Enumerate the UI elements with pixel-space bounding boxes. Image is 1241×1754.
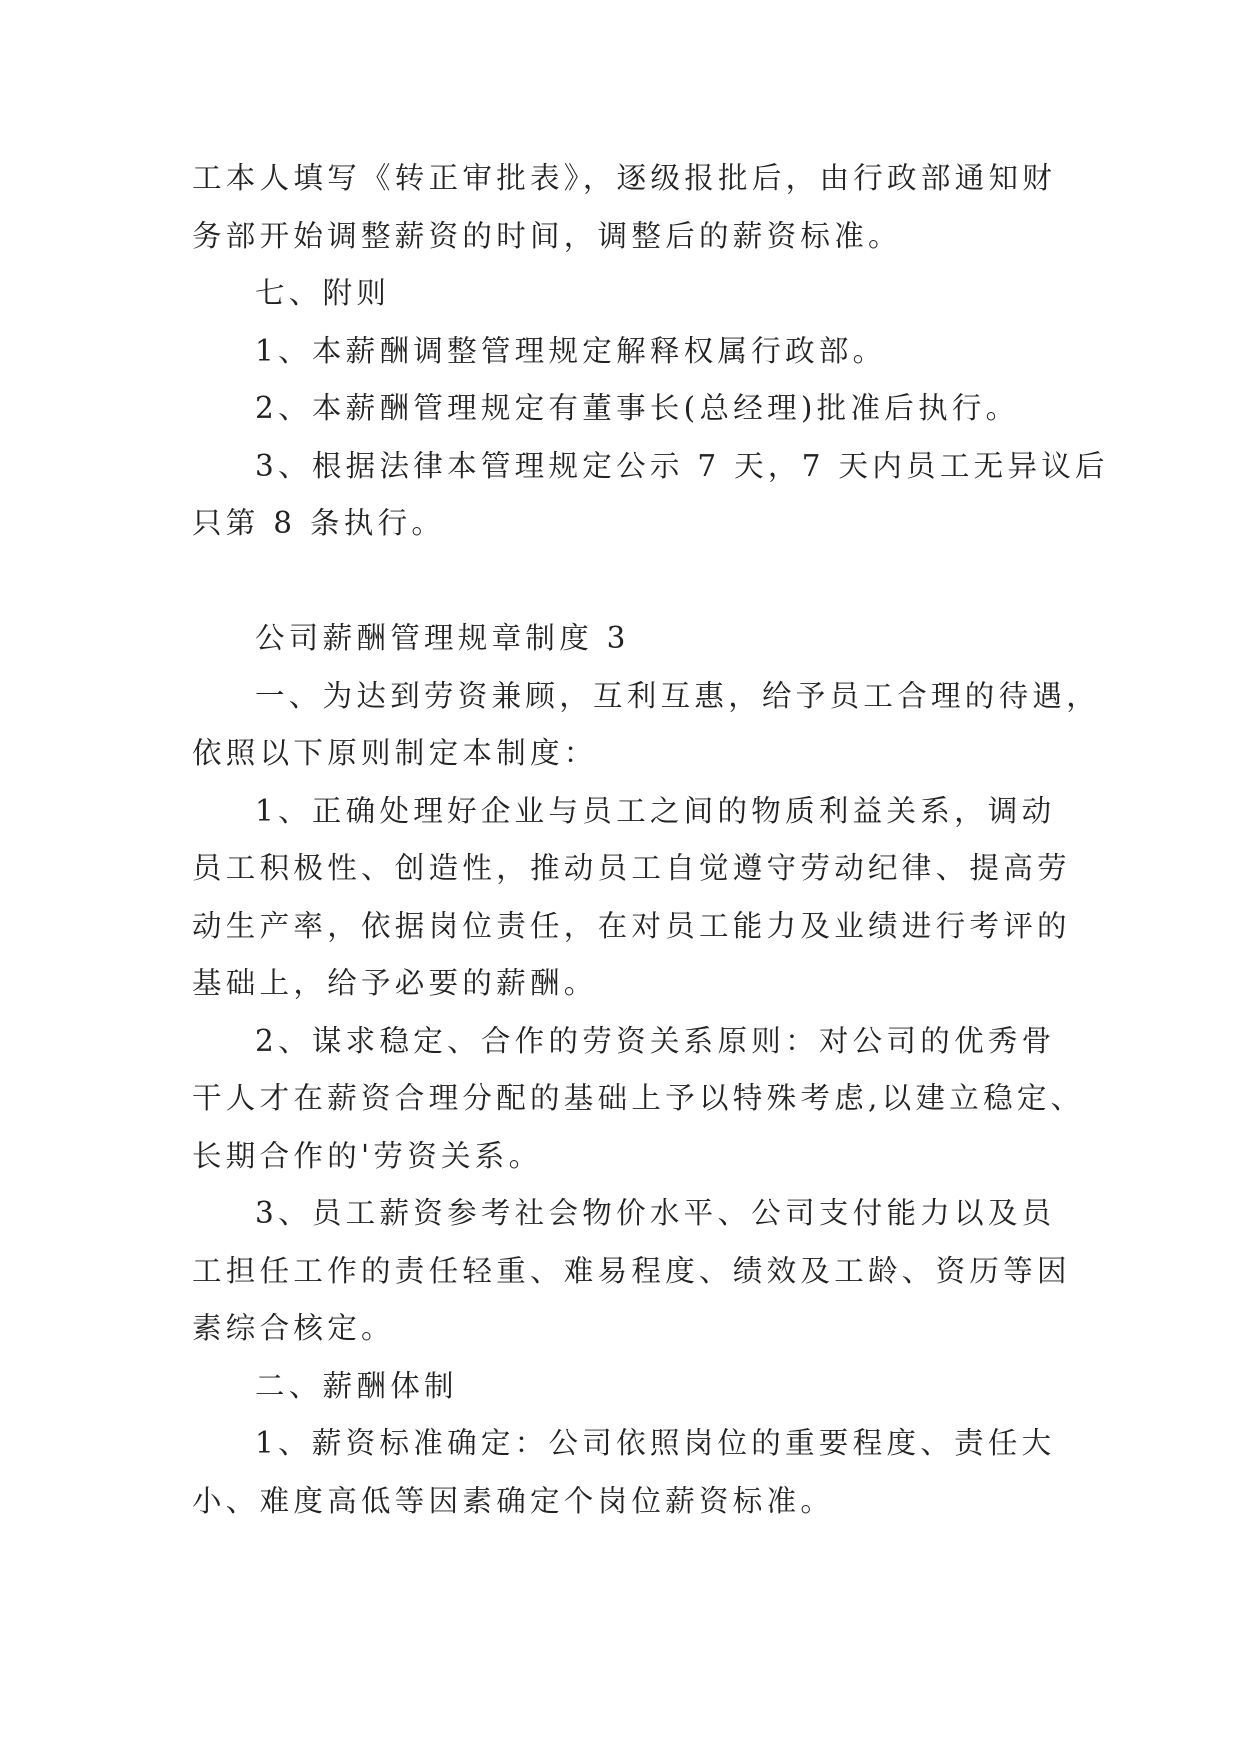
paragraph-line: 1、薪资标准确定：公司依照岗位的重要程度、责任大 bbox=[255, 1426, 1056, 1460]
paragraph-line: 2、本薪酬管理规定有董事长(总经理)批准后执行。 bbox=[255, 391, 1020, 425]
paragraph-line: 3、根据法律本管理规定公示 7 天，7 天内员工无异议后 bbox=[255, 448, 1109, 483]
paragraph-line: 基础上，给予必要的薪酬。 bbox=[192, 966, 598, 1000]
paragraph-line: 小、难度高低等因素确定个岗位薪资标准。 bbox=[192, 1483, 835, 1518]
paragraph-line: 3、员工薪资参考社会物价水平、公司支付能力以及员 bbox=[255, 1196, 1056, 1230]
document-title: 公司薪酬管理规章制度 3 bbox=[255, 621, 630, 655]
paragraph-line: 一、为达到劳资兼顾，互利互惠，给予员工合理的待遇， bbox=[255, 678, 1101, 713]
section-heading: 七、附则 bbox=[255, 276, 391, 310]
paragraph-line: 务部开始调整薪资的时间，调整后的薪资标准。 bbox=[192, 218, 902, 253]
paragraph-line: 动生产率，依据岗位责任，在对员工能力及业绩进行考评的 bbox=[192, 908, 1071, 943]
paragraph-line: 素综合核定。 bbox=[192, 1311, 395, 1345]
paragraph-line: 干人才在薪资合理分配的基础上予以特殊考虑,以建立稳定、 bbox=[192, 1081, 1085, 1115]
paragraph-line: 1、正确处理好企业与员工之间的物质利益关系，调动 bbox=[255, 793, 1056, 828]
blank-line bbox=[192, 553, 1052, 611]
paragraph-line: 长期合作的'劳资关系。 bbox=[192, 1138, 543, 1173]
paragraph-line: 1、本薪酬调整管理规定解释权属行政部。 bbox=[255, 333, 887, 368]
paragraph-line: 工担任工作的责任轻重、难易程度、绩效及工龄、资历等因 bbox=[192, 1253, 1071, 1288]
document-body bbox=[192, 150, 1109, 1530]
paragraph-line: 只第 8 条执行。 bbox=[192, 506, 446, 540]
paragraph-line: 依照以下原则制定本制度： bbox=[192, 736, 598, 770]
paragraph-line: 2、谋求稳定、合作的劳资关系原则：对公司的优秀骨 bbox=[255, 1023, 1056, 1058]
paragraph-line: 员工积极性、创造性，推动员工自觉遵守劳动纪律、提高劳 bbox=[192, 851, 1071, 885]
section-heading: 二、薪酬体制 bbox=[255, 1368, 458, 1403]
paragraph-line: 工本人填写《转正审批表》，逐级报批后，由行政部通知财 bbox=[192, 161, 1057, 195]
